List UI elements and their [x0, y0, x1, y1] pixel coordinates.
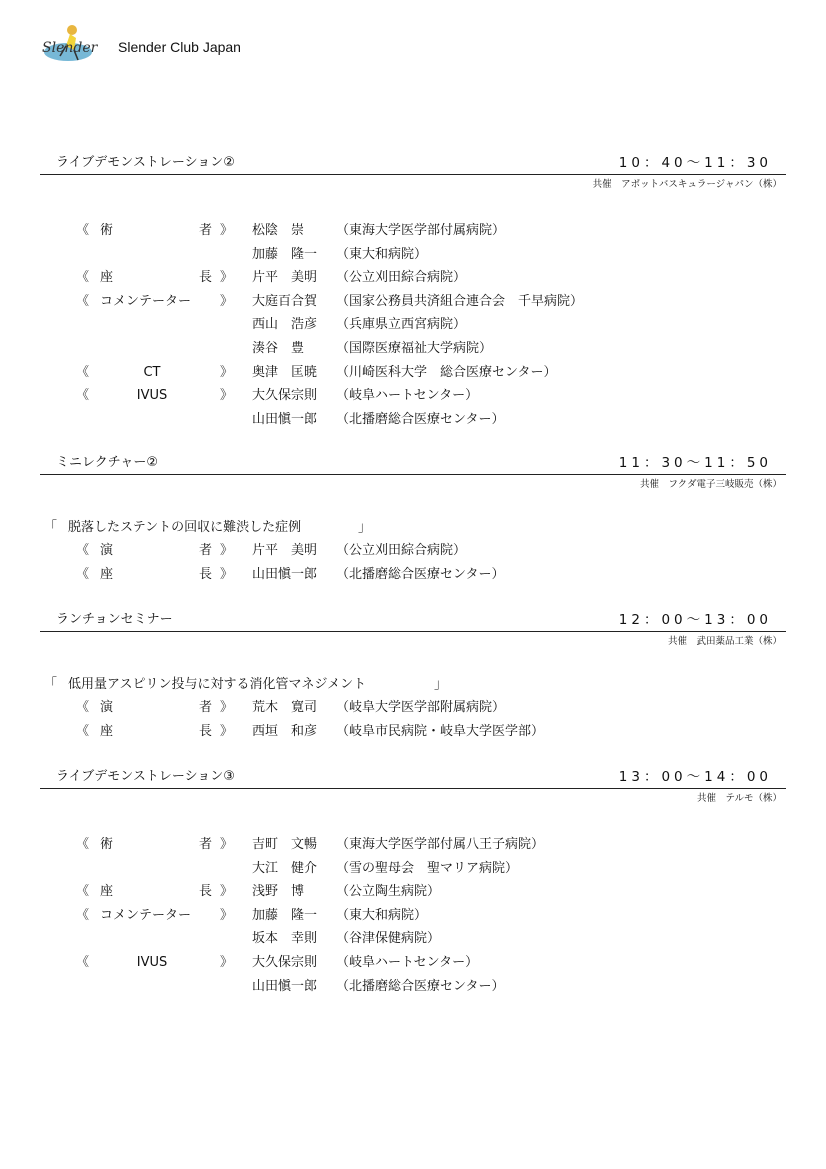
role-label: 術 者 [100, 223, 212, 238]
participant-row [40, 857, 786, 881]
session-title: ライブデモンストレーション② [56, 155, 235, 170]
bracket-close: 》 [220, 270, 234, 286]
person-affiliation: （川崎医科大学 総合医療センター） [336, 364, 557, 380]
person-name: 片平 美明 [252, 543, 318, 558]
bracket-open: 《 [76, 907, 90, 923]
bracket-open: 《 [76, 884, 90, 900]
participant-row [40, 539, 786, 563]
bracket-open: 《 [76, 223, 90, 238]
session-time: 12：00〜13：00 [618, 612, 772, 628]
person-affiliation: （岐阜大学医学部附属病院） [336, 700, 506, 715]
person-affiliation: （北播磨総合医療センター） [336, 978, 505, 994]
brand-name: Slender Club Japan [118, 39, 241, 55]
role-label: 座 長 [100, 723, 212, 739]
session-mini-lecture-2 [40, 455, 786, 586]
role-label: CT [143, 364, 161, 380]
bracket-close: 》 [220, 388, 234, 404]
person-affiliation: （谷津保健病院） [336, 931, 441, 947]
person-name: 大江 健介 [252, 860, 318, 876]
person-affiliation: （公立刈田綜合病院） [336, 543, 467, 558]
session-header [40, 769, 786, 789]
person-name: 坂本 幸則 [252, 931, 318, 947]
person-name: 松陰 崇 [252, 223, 305, 238]
role-label: IVUS [136, 954, 168, 970]
person-name: 山田愼一郎 [252, 566, 318, 582]
bracket-open: 《 [76, 837, 90, 852]
person-affiliation: （東海大学医学部付属八王子病院） [336, 837, 545, 852]
session-title: ミニレクチャー② [56, 455, 159, 470]
participant-row [40, 243, 786, 267]
person-affiliation: （岐阜市民病院・岐阜大学医学部） [336, 723, 545, 739]
bracket-open: 《 [76, 723, 90, 739]
participant-row [40, 337, 786, 361]
person-affiliation: （北播磨総合医療センター） [336, 566, 505, 582]
person-affiliation: （北播磨総合医療センター） [336, 411, 505, 427]
session-sponsor: 共催 テルモ（株） [696, 793, 782, 804]
person-name: 山田愼一郎 [252, 978, 318, 994]
participant-row [40, 563, 786, 587]
participant-row [40, 313, 786, 337]
bracket-close: 》 [220, 364, 234, 380]
participant-row [40, 219, 786, 243]
person-name: 西垣 和彦 [252, 723, 318, 739]
bracket-close: 》 [220, 293, 234, 309]
lecture-topic [40, 673, 786, 696]
person-name: 山田愼一郎 [252, 411, 318, 427]
session-header [40, 155, 786, 175]
bracket-open: 《 [76, 293, 90, 309]
person-affiliation: （東大和病院） [336, 246, 428, 262]
person-name: 奥津 匡暁 [252, 364, 318, 380]
role-label: 演 者 [100, 543, 212, 558]
person-affiliation: （国際医療福祉大学病院） [336, 340, 493, 356]
role-label: 演 者 [100, 700, 212, 715]
session-live-demo-3 [40, 769, 786, 998]
bracket-open: 《 [76, 364, 90, 380]
bracket-close: 》 [220, 884, 234, 900]
participant-row [40, 696, 786, 720]
person-name: 湊谷 豊 [252, 340, 305, 356]
person-name: 片平 美明 [252, 270, 318, 286]
quote-open: 「 [44, 520, 58, 535]
participant-row [40, 408, 786, 432]
participant-row [40, 720, 786, 744]
session-time: 11：30〜11：50 [618, 455, 772, 471]
participant-row [40, 880, 786, 904]
person-name: 加藤 隆一 [252, 246, 318, 262]
session-sponsor: 共催 フクダ電子三岐販売（株） [639, 479, 782, 490]
person-name: 大久保宗則 [252, 954, 318, 970]
logo-text: Slender [42, 40, 98, 56]
participant-row [40, 975, 786, 999]
session-sponsor: 共催 アボットバスキュラージャパン（株） [592, 179, 782, 190]
session-header [40, 612, 786, 632]
quote-open: 「 [44, 677, 58, 692]
participant-row [40, 266, 786, 290]
person-affiliation: （岐阜ハートセンター） [336, 388, 479, 404]
session-time: 13：00〜14：00 [618, 769, 772, 785]
participant-row [40, 904, 786, 928]
quote-close: 」 [358, 520, 372, 535]
participant-row [40, 384, 786, 408]
lecture-topic [40, 516, 786, 539]
bracket-close: 》 [220, 837, 234, 852]
person-affiliation: （公立刈田綜合病院） [336, 270, 467, 286]
session-title: ライブデモンストレーション③ [56, 769, 235, 784]
bracket-close: 》 [220, 907, 234, 923]
person-affiliation: （公立陶生病院） [336, 884, 441, 900]
quote-close: 」 [434, 677, 448, 692]
bracket-open: 《 [76, 270, 90, 286]
person-name: 荒木 寛司 [252, 700, 318, 715]
role-label: コメンテーター [100, 907, 192, 923]
session-title: ランチョンセミナー [56, 612, 173, 627]
bracket-close: 》 [220, 543, 234, 558]
person-affiliation: （国家公務員共済組合連合会 千早病院） [336, 293, 584, 309]
session-live-demo-2 [40, 155, 786, 431]
person-name: 加藤 隆一 [252, 907, 318, 923]
bracket-open: 《 [76, 954, 90, 970]
session-header [40, 455, 786, 475]
person-affiliation: （雪の聖母会 聖マリア病院） [336, 860, 519, 876]
participant-row [40, 927, 786, 951]
logo-icon [40, 22, 102, 66]
person-affiliation: （東大和病院） [336, 907, 428, 923]
session-time: 10：40〜11：30 [618, 155, 772, 171]
role-label: 座 長 [100, 566, 212, 582]
topic-title: 低用量アスピリン投与に対する消化管マネジメント [68, 677, 367, 692]
role-label: IVUS [136, 388, 168, 404]
person-name: 大久保宗則 [252, 388, 318, 404]
bracket-close: 》 [220, 700, 234, 715]
session-sponsor: 共催 武田薬品工業（株） [667, 636, 782, 647]
person-name: 吉町 文暢 [252, 837, 318, 852]
bracket-open: 《 [76, 543, 90, 558]
person-name: 浅野 博 [252, 884, 305, 900]
topic-title: 脱落したステントの回収に難渋した症例 [68, 520, 302, 535]
person-affiliation: （兵庫県立西宮病院） [336, 317, 467, 333]
bracket-close: 》 [220, 954, 234, 970]
bracket-open: 《 [76, 566, 90, 582]
bracket-close: 》 [220, 723, 234, 739]
participant-row [40, 951, 786, 975]
bracket-open: 《 [76, 388, 90, 404]
session-luncheon-seminar [40, 612, 786, 743]
role-label: 座 長 [100, 884, 212, 900]
role-label: 術 者 [100, 837, 212, 852]
role-label: 座 長 [100, 270, 212, 286]
person-name: 西山 浩彦 [252, 317, 318, 333]
person-affiliation: （岐阜ハートセンター） [336, 954, 479, 970]
participant-row [40, 361, 786, 385]
person-name: 大庭百合賀 [252, 293, 318, 309]
participant-row [40, 833, 786, 857]
bracket-open: 《 [76, 700, 90, 715]
role-label: コメンテーター [100, 293, 192, 309]
bracket-close: 》 [220, 223, 234, 238]
person-affiliation: （東海大学医学部付属病院） [336, 223, 506, 238]
participant-row [40, 290, 786, 314]
bracket-close: 》 [220, 566, 234, 582]
